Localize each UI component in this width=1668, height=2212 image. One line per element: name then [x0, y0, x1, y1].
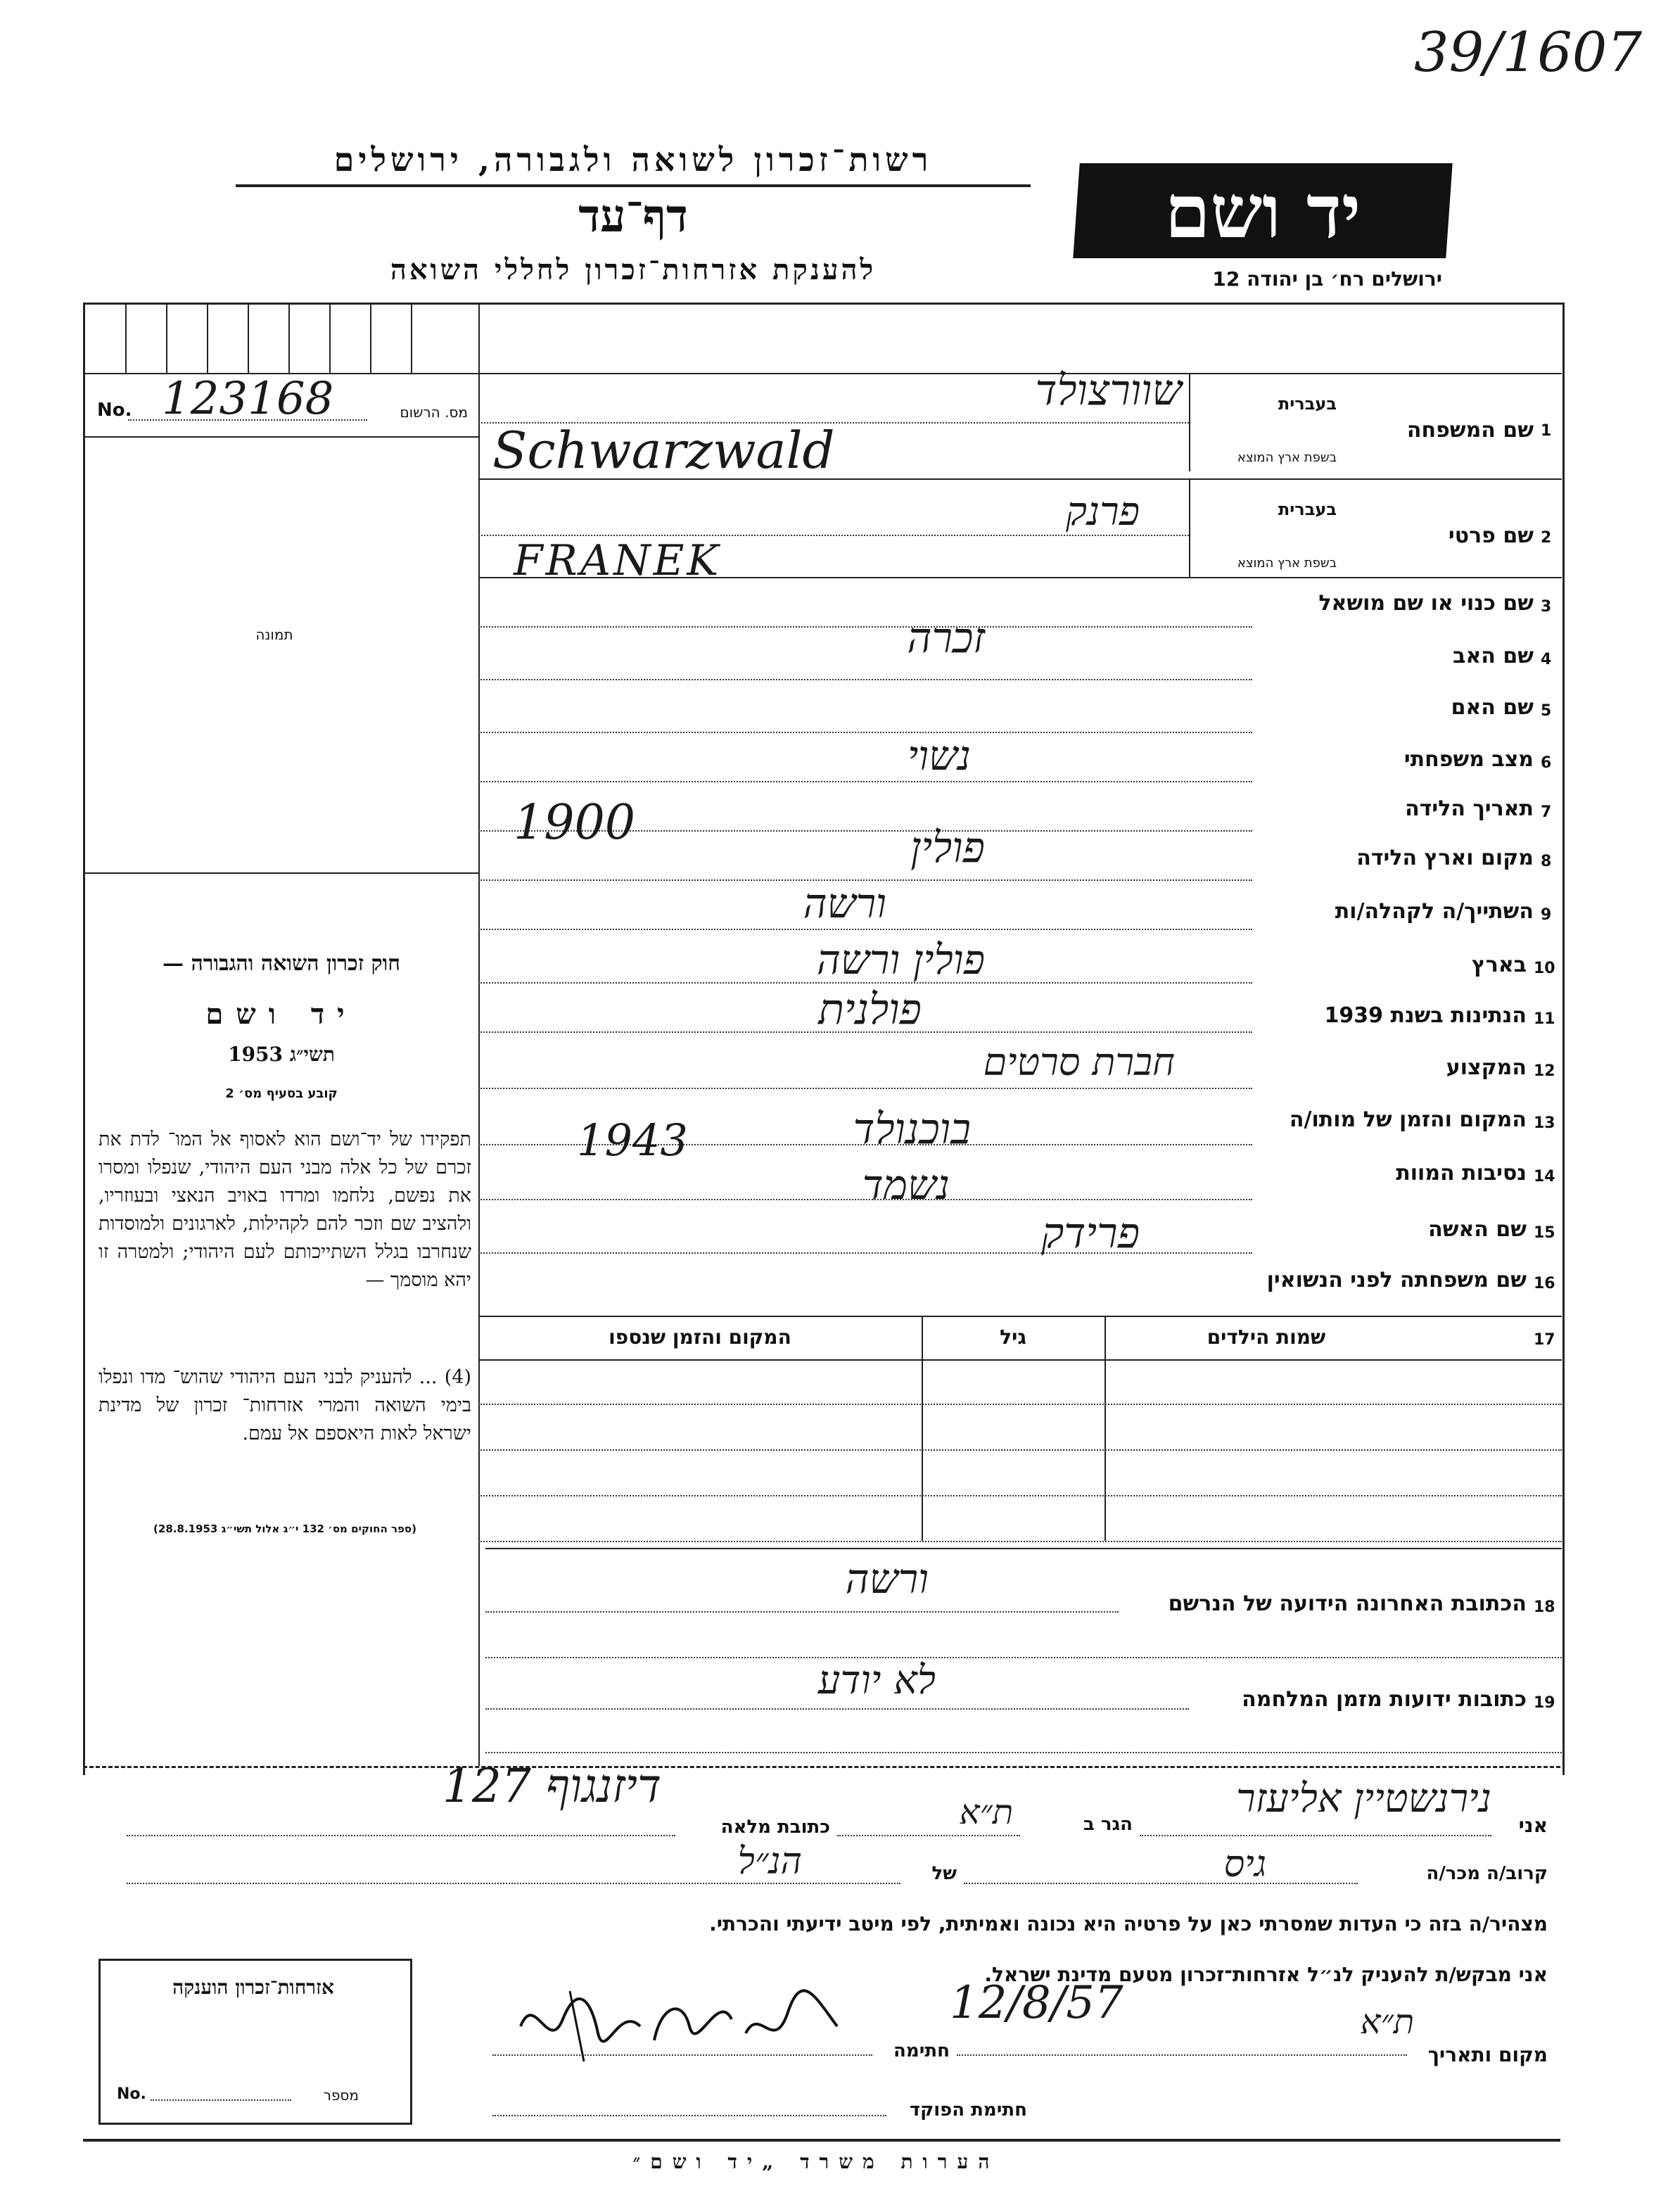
- witness-of-value: הנ״ל: [737, 1841, 802, 1883]
- field-6-value: נשוי: [908, 732, 971, 780]
- witness-name-line: [1140, 1835, 1491, 1836]
- field-8-value: פולין: [910, 823, 985, 872]
- children-header-bottom: [478, 1359, 1562, 1361]
- address-last-number: 18: [1534, 1598, 1555, 1616]
- field-5-number: 5: [1541, 702, 1552, 720]
- witness-request: אני מבקש/ת להעניק לנ״ל אזרחות־זכרון מטעם מדינת ישראל.: [984, 1963, 1548, 1986]
- label-col-divider: [1189, 478, 1190, 577]
- field-2-sub-origin: בשפת ארץ המוצא: [1237, 556, 1337, 571]
- field-14-value: נשמד: [862, 1161, 950, 1209]
- row-dotted: [478, 1088, 1252, 1089]
- children-row: [478, 1541, 1562, 1542]
- witness-lives-in: הגר ב: [1083, 1814, 1133, 1835]
- field-2-value-heb: פרנק: [1065, 489, 1140, 535]
- field-6-label: מצב משפחתי: [1403, 747, 1534, 772]
- law-section-ref: קובע בסעיף מס׳ 2: [225, 1086, 338, 1101]
- witness-relation-label: קרוב/ה מכר/ה: [1426, 1863, 1548, 1884]
- address-war-line: [485, 1708, 1189, 1710]
- field-15-number: 15: [1534, 1224, 1555, 1242]
- field-2-value: FRANEK: [514, 536, 722, 585]
- field-7-label: תאריך הלידה: [1405, 796, 1534, 821]
- field-1-sub-heb: בעברית: [1278, 394, 1337, 414]
- field-12-number: 12: [1534, 1062, 1555, 1080]
- children-table-top: [478, 1316, 1562, 1317]
- law-title: חוק זכרון השואה והגבורה —: [163, 951, 400, 976]
- archive-number: 39/1607: [1414, 21, 1643, 84]
- field-1-sub-origin: בשפת ארץ המוצא: [1237, 450, 1337, 465]
- witness-of-line: [127, 1883, 900, 1884]
- address-last-value: ורשה: [845, 1555, 929, 1603]
- field-9-label: השתייך/ה לקהלה/ות: [1335, 899, 1534, 924]
- field-7-value: 1900: [514, 795, 636, 851]
- witness-name: נירנשטיין אליעזר: [1236, 1776, 1491, 1822]
- field-11-value: פולנית: [818, 985, 922, 1034]
- field-3-label: שם כנוי או שם מושאל: [1318, 591, 1534, 616]
- children-row: [478, 1449, 1562, 1451]
- witness-address-line: [127, 1835, 675, 1836]
- field-10-label: בארץ: [1471, 953, 1527, 977]
- field-13-number: 13: [1534, 1114, 1555, 1132]
- box-divider: [248, 303, 249, 373]
- field-15-label: שם האשה: [1428, 1217, 1527, 1242]
- date-value: 12/8/57: [950, 1977, 1123, 2029]
- field-8-label: מקום וארץ הלידה: [1356, 846, 1534, 870]
- field-10-number: 10: [1534, 960, 1555, 977]
- field-2-sub-heb: בעברית: [1278, 500, 1337, 519]
- witness-signature: [507, 1977, 872, 2068]
- law-text-1: תפקידו של יד־ושם הוא לאסוף אל המו־ לדת את זכרם של כל אלה מבני העם היהודי, שנפלו ומסרו את נפשם, נלחמו ומרדו באויב הנאצי ובעוזריו, ולהציב שם וזכר להם לקהילות, לארגונים ולמוסדות שנחרבו בגלל השתייכותם לעם היהודי; ולמטרה זו יהא מוסמך —: [98, 1129, 471, 1291]
- form-subtitle: להענקת אזרחות־זכרון לחללי השואה: [390, 253, 877, 286]
- address-extra-line: [485, 1657, 1562, 1658]
- footer-line: [83, 2139, 1560, 2142]
- field-6-number: 6: [1541, 754, 1552, 772]
- address-war-value: לא יודע: [817, 1658, 936, 1703]
- field-1-number: 1: [1541, 422, 1552, 440]
- citizenship-box-line: [151, 2099, 291, 2101]
- field-2-label: שם פרטי: [1448, 523, 1534, 548]
- field-7-number: 7: [1541, 803, 1552, 821]
- field-4-value: זכרה: [907, 614, 985, 663]
- box-divider: [207, 303, 208, 373]
- field-2-number: 2: [1541, 529, 1552, 547]
- field-1-value: Schwarzwald: [492, 421, 835, 480]
- address-last-label: הכתובת האחרונה הידועה של הנרשם: [1168, 1591, 1527, 1616]
- field-13-year: 1943: [577, 1114, 688, 1166]
- citizenship-box-number-label: מספר: [323, 2087, 359, 2104]
- witness-declaration: מצהיר/ה בזה כי העדות שמסרתי כאן על פרטיה היא נכונה ואמיתית, לפי מיטב ידיעתי והכרתי.: [709, 1912, 1548, 1936]
- citizenship-box-no: No.: [117, 2085, 146, 2103]
- field-13-label: המקום והזמן של מותו/ה: [1289, 1107, 1527, 1132]
- logo-text: יד ושם: [1164, 168, 1361, 255]
- row-line: [478, 478, 1562, 480]
- field-9-value: ורשה: [803, 879, 886, 927]
- address-war-extra: [485, 1752, 1562, 1753]
- box-divider: [288, 303, 290, 373]
- left-column-divider: [478, 303, 480, 1766]
- footer-text: הערות משרד „יד ושם״: [632, 2150, 1000, 2173]
- logo-address: ירושלים רח׳ בן יהודה 12: [1212, 267, 1442, 291]
- address-last-line: [485, 1611, 1119, 1613]
- row-dotted: [478, 781, 1252, 782]
- field-10-value: פולין ורשה: [816, 936, 985, 984]
- children-number: 17: [1534, 1331, 1555, 1349]
- field-1-value-heb: שוורצולד: [1035, 366, 1182, 415]
- field-14-number: 14: [1534, 1168, 1555, 1186]
- field-1-label: שם המשפחה: [1406, 418, 1534, 443]
- field-3-number: 3: [1541, 598, 1552, 616]
- org-line: רשות־זכרון לשואה ולגבורה, ירושלים: [333, 141, 933, 179]
- witness-full-address: דיזנגוף 127: [442, 1759, 661, 1813]
- field-16-number: 16: [1534, 1275, 1555, 1292]
- law-text-2: (4) ... להעניק לבני העם היהודי שהוש־ מדו ונפלו בימי השואה והמרי אזרחות־ זכרון של מדינת ישראל לאות היאספם אל עמם.: [98, 1366, 471, 1444]
- children-row: [478, 1404, 1562, 1405]
- field-9-number: 9: [1541, 906, 1552, 924]
- field-13-value: בוכנולד: [853, 1105, 971, 1154]
- field-15-value: פרידק: [1041, 1209, 1140, 1258]
- law-year: תשי״ג 1953: [228, 1043, 335, 1066]
- law-name: יד ושם: [205, 998, 357, 1031]
- photo-area-bottom: [83, 872, 478, 874]
- registration-value: 123168: [162, 373, 334, 425]
- form-title: דף־עד: [578, 190, 688, 243]
- field-14-label: נסיבות המוות: [1396, 1161, 1527, 1186]
- officer-line: [492, 2115, 886, 2116]
- field-11-number: 11: [1534, 1010, 1555, 1028]
- law-footnote: (ספר החוקים מס׳ 132 י״ג אלול תשי״ג 28.8.1953): [153, 1523, 416, 1535]
- children-col-names: שמות הילדים: [1207, 1326, 1326, 1349]
- address-war-number: 19: [1534, 1694, 1555, 1712]
- box-divider: [166, 303, 167, 373]
- box-divider: [411, 303, 412, 373]
- witness-city: ת״א: [959, 1793, 1013, 1832]
- children-col-divider: [922, 1316, 923, 1541]
- place-value: ת״א: [1360, 2002, 1414, 2042]
- field-12-label: המקצוע: [1446, 1055, 1527, 1080]
- citizenship-box-title: אזרחות־זכרון הוענקה: [172, 1976, 334, 1999]
- witness-city-line: [837, 1835, 1020, 1836]
- witness-ani: אני: [1518, 1814, 1548, 1837]
- field-5-label: שם האם: [1451, 695, 1534, 720]
- field-4-label: שם האב: [1453, 644, 1534, 668]
- address-war-label: כתובות ידועות מזמן המלחמה: [1242, 1687, 1527, 1712]
- row-dotted: [478, 679, 1252, 680]
- address-section-top: [485, 1548, 1562, 1549]
- place-date-label: מקום ותאריך: [1427, 2043, 1548, 2066]
- field-12-value: חברת סרטים: [983, 1040, 1175, 1084]
- row-dotted: [478, 929, 1252, 930]
- registration-label: מס. הרשום: [400, 404, 468, 421]
- field-16-label: שם משפחתה לפני הנשואין: [1266, 1268, 1527, 1292]
- signature-label: חתימה: [893, 2040, 950, 2061]
- field-11-label: הנתינות בשנת 1939: [1324, 1003, 1527, 1028]
- field-8-number: 8: [1541, 853, 1552, 870]
- box-divider: [370, 303, 371, 373]
- witness-relation: גיס: [1223, 1843, 1266, 1886]
- field-4-number: 4: [1541, 651, 1552, 668]
- box-divider: [125, 303, 127, 373]
- witness-of-label: של: [931, 1863, 957, 1884]
- photo-label: תמונה: [255, 626, 293, 643]
- row-line: [478, 577, 1562, 578]
- registration-no-label: No.: [97, 400, 132, 421]
- org-underline: [236, 184, 1031, 187]
- children-row: [478, 1495, 1562, 1496]
- witness-full-address-label: כתובת מלאה: [720, 1817, 830, 1838]
- children-col-divider: [1104, 1316, 1106, 1541]
- children-col-age: גיל: [1000, 1326, 1026, 1349]
- box-divider: [329, 303, 331, 373]
- children-col-place: המקום והזמן שנספו: [609, 1326, 791, 1349]
- label-col-divider: [1189, 373, 1190, 471]
- photo-area-top: [83, 436, 478, 438]
- officer-label: חתימת הפוקד: [909, 2099, 1027, 2121]
- place-date-line: [957, 2054, 1407, 2056]
